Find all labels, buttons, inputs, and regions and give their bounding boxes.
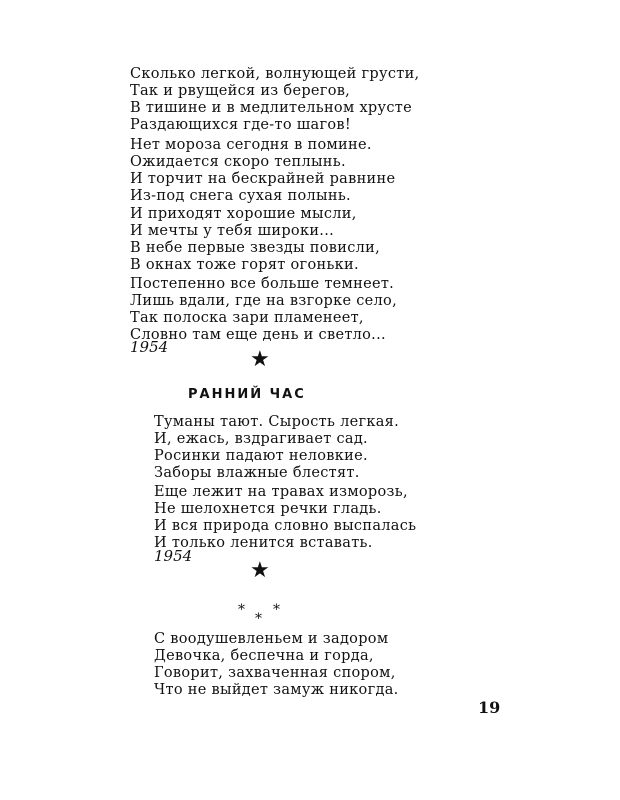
poem-line: Словно там еще день и светло... (130, 327, 386, 343)
poem-line: В окнах тоже горят огоньки. (130, 257, 359, 273)
poem-line: И только ленится вставать. (154, 535, 373, 551)
poem-line: Росинки падают неловкие. (154, 448, 368, 464)
poem-line: Так и рвущейся из берегов, (130, 83, 351, 99)
poem-line: И, ежась, вздрагивает сад. (154, 431, 368, 447)
poem-date: 1954 (154, 547, 193, 565)
poem-line: И торчит на бескрайней равнине (130, 171, 396, 187)
page-number: 19 (478, 698, 501, 717)
poem-line: В небе первые звезды повисли, (130, 240, 381, 256)
poem-line: Лишь вдали, где на взгорке село, (130, 293, 397, 309)
poem-line: С воодушевленьем и задором (154, 631, 389, 647)
poem-line: Из-под снега сухая полынь. (130, 188, 351, 204)
poem-line: В тишине и в медлительном хрусте (130, 100, 412, 116)
poem-date: 1954 (130, 338, 169, 356)
poem-line: Не шелохнется речки гладь. (154, 501, 382, 517)
star-separator-icon: ★ (250, 558, 270, 583)
poem-line: И мечты у тебя широки... (130, 223, 335, 239)
poem-line: Ожидается скоро теплынь. (130, 154, 346, 170)
asterisk-icon: * (255, 611, 262, 627)
asterisk-icon: * (238, 602, 245, 618)
poem-line: Говорит, захваченная спором, (154, 665, 396, 681)
poem-title: РАННИЙ ЧАС (188, 387, 306, 402)
poem-line: Заборы влажные блестят. (154, 465, 360, 481)
poem-line: Раздающихся где-то шагов! (130, 117, 352, 133)
poem-line: И вся природа словно выспалась (154, 518, 417, 534)
poem-line: Постепенно все больше темнеет. (130, 276, 395, 292)
poem-line: Туманы тают. Сырость легкая. (154, 414, 400, 430)
poem-line: И приходят хорошие мысли, (130, 206, 357, 222)
poem-line: Девочка, беспечна и горда, (154, 648, 374, 664)
poem-line: Сколько легкой, волнующей грусти, (130, 66, 420, 82)
poem-line: Еще лежит на травах изморозь, (154, 484, 408, 500)
poem-line: Нет мороза сегодня в помине. (130, 137, 372, 153)
poem-line: Так полоска зари пламенеет, (130, 310, 364, 326)
asterisk-icon: * (273, 602, 280, 618)
star-separator-icon: ★ (250, 347, 270, 372)
poem-line: Что не выйдет замуж никогда. (154, 682, 399, 698)
